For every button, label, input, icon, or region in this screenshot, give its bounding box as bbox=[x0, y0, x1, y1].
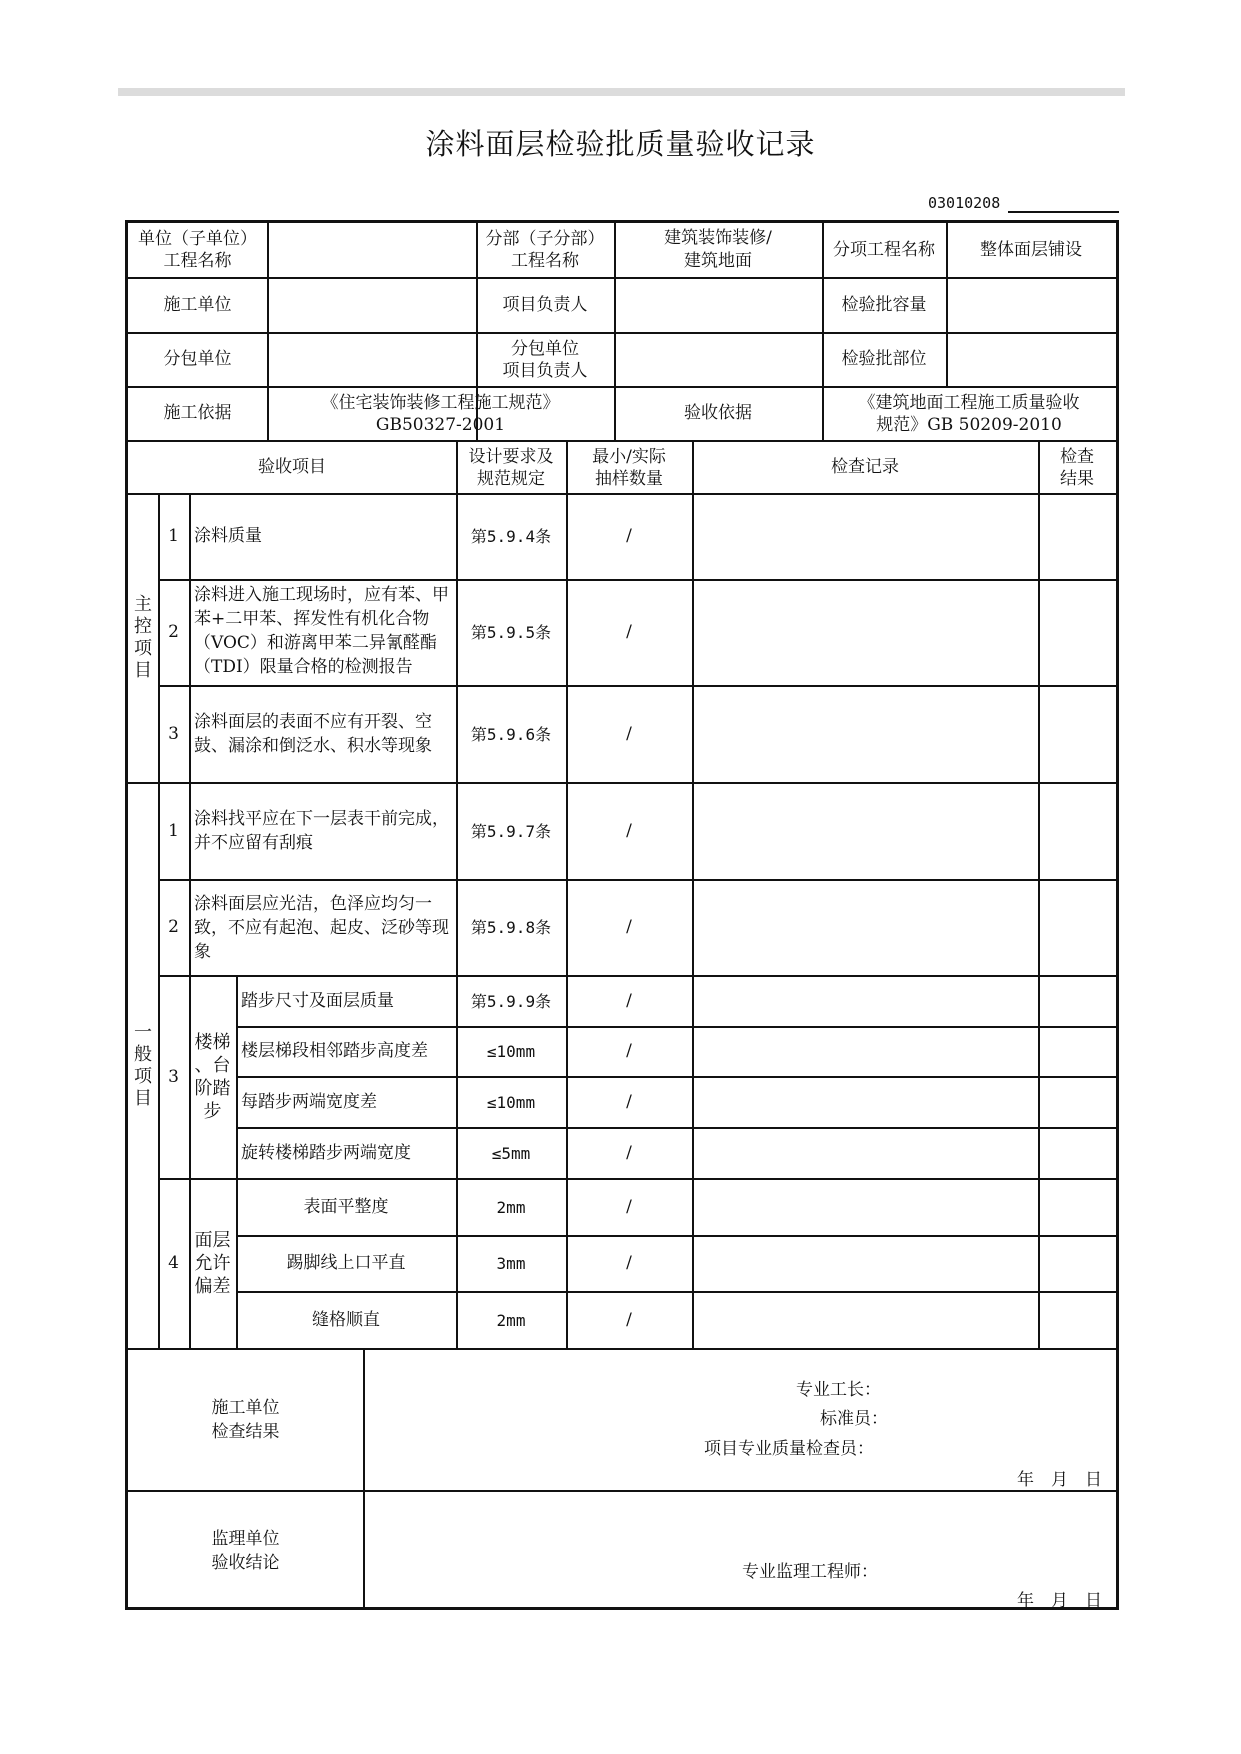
main-3-no: 3 bbox=[168, 723, 179, 744]
stairs-3-result[interactable] bbox=[1038, 1077, 1116, 1127]
main-2-no: 2 bbox=[168, 622, 179, 642]
general-2-req: 第5.9.8条 bbox=[470, 918, 552, 937]
tolerance-3-sample: / bbox=[626, 1309, 632, 1330]
stairs-4-record[interactable] bbox=[692, 1128, 1038, 1178]
basis-value: 《住宅装饰装修工程施工规范》 GB50327-2001 bbox=[321, 392, 560, 435]
subcontractor-value[interactable] bbox=[267, 333, 476, 386]
main-2-sample: / bbox=[626, 622, 632, 642]
stairs-label: 楼梯 、台 阶踏 步 bbox=[194, 1032, 231, 1122]
pm-value[interactable] bbox=[614, 278, 822, 332]
main-1-result[interactable] bbox=[1038, 494, 1116, 579]
main-2-result[interactable] bbox=[1038, 580, 1116, 685]
stairs-2-record[interactable] bbox=[692, 1027, 1038, 1076]
tolerance-2-text: 踢脚线上口平直 bbox=[286, 1253, 406, 1273]
contractor-label: 施工单位 bbox=[163, 294, 232, 315]
general-1-req: 第5.9.7条 bbox=[470, 821, 552, 841]
stairs-no: 3 bbox=[168, 1066, 179, 1087]
tolerance-1-sample: / bbox=[626, 1196, 632, 1217]
tolerance-1-result[interactable] bbox=[1038, 1179, 1116, 1235]
foreman-label: 专业工长： bbox=[796, 1380, 881, 1400]
tolerance-2-req: 3mm bbox=[496, 1254, 526, 1273]
contractor-date: 年 月 日 bbox=[1017, 1470, 1102, 1490]
col-item: 验收项目 bbox=[258, 457, 326, 477]
main-3-sample: / bbox=[626, 723, 632, 744]
basis-label: 施工依据 bbox=[163, 403, 232, 423]
main-3-result[interactable] bbox=[1038, 686, 1116, 782]
stairs-1-record[interactable] bbox=[692, 976, 1038, 1026]
location-value[interactable] bbox=[946, 333, 1116, 386]
stairs-4-result[interactable] bbox=[1038, 1128, 1116, 1178]
main-3-req: 第5.9.6条 bbox=[470, 724, 552, 744]
stairs-4-req: ≤5mm bbox=[491, 1143, 531, 1163]
division-value: 建筑装饰装修/ 建筑地面 bbox=[664, 228, 772, 271]
location-label: 检验批部位 bbox=[841, 349, 927, 369]
contractor-check-label: 施工单位 检查结果 bbox=[211, 1398, 280, 1442]
unit-label: 单位（子单位） 工程名称 bbox=[138, 229, 257, 271]
inspector-label: 项目专业质量检查员： bbox=[704, 1439, 874, 1459]
engineer-label: 专业监理工程师： bbox=[742, 1562, 878, 1582]
tolerance-1-req: 2mm bbox=[496, 1197, 526, 1217]
main-1-text: 涂料质量 bbox=[194, 526, 262, 546]
supervisor-check-label: 监理单位 验收结论 bbox=[211, 1529, 280, 1573]
main-3-text: 涂料面层的表面不应有开裂、空鼓、漏涂和倒泛水、积水等现象 bbox=[194, 712, 432, 756]
subitem-label: 分项工程名称 bbox=[833, 239, 935, 260]
page-title: 涂料面层检验批质量验收记录 bbox=[425, 127, 816, 161]
acceptance-label: 验收依据 bbox=[684, 403, 752, 423]
contractor-value[interactable] bbox=[267, 278, 476, 332]
general-2-result[interactable] bbox=[1038, 880, 1116, 975]
general-group-label: 一 般 项 目 bbox=[134, 1021, 152, 1109]
tolerance-3-text: 缝格顺直 bbox=[312, 1309, 380, 1330]
general-2-text: 涂料面层应光洁，色泽应均匀一致，不应有起泡、起皮、泛砂等现象 bbox=[194, 893, 449, 962]
sub-pm-label: 分包单位 项目负责人 bbox=[502, 338, 588, 381]
main-1-sample: / bbox=[626, 526, 632, 546]
tolerance-3-req: 2mm bbox=[496, 1310, 526, 1330]
subcontractor-label: 分包单位 bbox=[163, 349, 232, 369]
main-1-no: 1 bbox=[168, 526, 179, 546]
main-1-req: 第5.9.4条 bbox=[470, 527, 552, 546]
stairs-3-req: ≤10mm bbox=[486, 1092, 536, 1112]
top-rule bbox=[118, 88, 1125, 96]
stairs-1-result[interactable] bbox=[1038, 976, 1116, 1026]
stairs-1-sample: / bbox=[626, 990, 632, 1011]
tolerance-2-record[interactable] bbox=[692, 1236, 1038, 1291]
main-3-record[interactable] bbox=[692, 686, 1038, 782]
tolerance-2-result[interactable] bbox=[1038, 1236, 1116, 1291]
main-2-text: 涂料进入施工现场时，应有苯、甲苯+二甲苯、挥发性有机化合物（VOC）和游离甲苯二异氰醛酯（TDI）限量合格的检测报告 bbox=[194, 585, 449, 677]
main-group-label: 主 控 项 目 bbox=[134, 594, 152, 681]
acceptance-value: 《建筑地面工程施工质量验收 规范》GB 50209-2010 bbox=[858, 392, 1080, 435]
tolerance-2-sample: / bbox=[626, 1253, 632, 1273]
sub-pm-value[interactable] bbox=[614, 333, 822, 386]
tolerance-1-text: 表面平整度 bbox=[303, 1196, 389, 1217]
subitem-value: 整体面层铺设 bbox=[980, 239, 1082, 260]
stairs-3-record[interactable] bbox=[692, 1077, 1038, 1127]
col-requirement: 设计要求及 规范规定 bbox=[468, 446, 554, 489]
main-2-req: 第5.9.5条 bbox=[470, 623, 552, 642]
stairs-1-text: 踏步尺寸及面层质量 bbox=[241, 990, 394, 1011]
col-record: 检查记录 bbox=[831, 457, 899, 477]
general-1-text: 涂料找平应在下一层表干前完成，并不应留有刮痕 bbox=[194, 809, 449, 853]
form-code: 03010208 bbox=[928, 194, 1001, 212]
form-code-underline bbox=[1008, 211, 1119, 213]
pm-label: 项目负责人 bbox=[502, 294, 588, 315]
main-1-record[interactable] bbox=[692, 494, 1038, 579]
general-1-result[interactable] bbox=[1038, 783, 1116, 879]
tolerance-1-record[interactable] bbox=[692, 1179, 1038, 1235]
general-2-no: 2 bbox=[168, 917, 179, 937]
capacity-value[interactable] bbox=[946, 278, 1116, 332]
unit-value[interactable] bbox=[267, 223, 476, 277]
stairs-3-sample: / bbox=[626, 1091, 632, 1112]
stairs-2-result[interactable] bbox=[1038, 1027, 1116, 1076]
general-2-record[interactable] bbox=[692, 880, 1038, 975]
tolerance-label: 面层 允许 偏差 bbox=[194, 1230, 231, 1297]
standard-label: 标准员： bbox=[820, 1409, 888, 1429]
general-2-sample: / bbox=[626, 917, 632, 937]
tolerance-3-result[interactable] bbox=[1038, 1292, 1116, 1348]
stairs-2-req: ≤10mm bbox=[486, 1042, 536, 1061]
capacity-label: 检验批容量 bbox=[841, 294, 927, 315]
tolerance-no: 4 bbox=[168, 1253, 179, 1273]
stairs-2-text: 楼层梯段相邻踏步高度差 bbox=[241, 1041, 428, 1061]
col-sample: 最小/实际 抽样数量 bbox=[592, 446, 666, 489]
division-label: 分部（子分部） 工程名称 bbox=[485, 229, 605, 271]
stairs-3-text: 每踏步两端宽度差 bbox=[241, 1091, 377, 1112]
stairs-2-sample: / bbox=[626, 1041, 632, 1061]
general-1-no: 1 bbox=[168, 820, 179, 841]
stairs-4-sample: / bbox=[626, 1142, 632, 1163]
inspection-form bbox=[125, 220, 1119, 1610]
general-1-sample: / bbox=[626, 820, 632, 841]
stairs-4-text: 旋转楼梯踏步两端宽度 bbox=[241, 1142, 411, 1163]
general-1-record[interactable] bbox=[692, 783, 1038, 879]
col-result: 检查 结果 bbox=[1060, 446, 1094, 489]
supervisor-date: 年 月 日 bbox=[1017, 1591, 1102, 1611]
main-2-record[interactable] bbox=[692, 580, 1038, 685]
tolerance-3-record[interactable] bbox=[692, 1292, 1038, 1348]
stairs-1-req: 第5.9.9条 bbox=[470, 991, 552, 1011]
